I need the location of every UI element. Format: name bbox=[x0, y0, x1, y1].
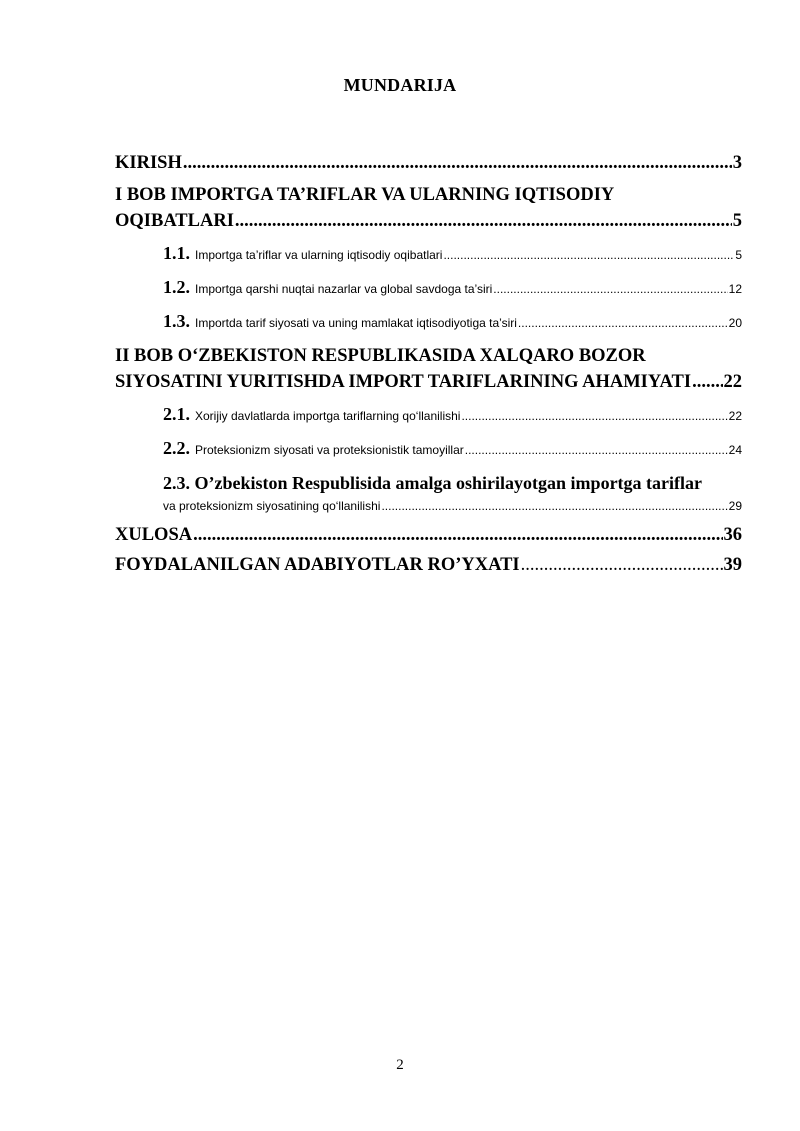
toc-page-number: 12 bbox=[728, 282, 742, 296]
section-title: Importga ta’riflar va ularning iqtisodiy oqibatlari bbox=[195, 248, 443, 262]
dot-leader bbox=[235, 208, 732, 234]
page-title: MUNDARIJA bbox=[343, 75, 457, 95]
toc-entry-label: KIRISH bbox=[115, 153, 182, 173]
toc-entry-section-2-1[interactable] bbox=[163, 398, 742, 432]
section-number: 1.1. bbox=[163, 243, 190, 263]
section-number: 2.2. bbox=[163, 438, 190, 458]
section-number: 2.1. bbox=[163, 404, 190, 424]
toc-page-number: 20 bbox=[728, 316, 742, 330]
dot-leader bbox=[183, 150, 732, 176]
toc-entry-section-1-2[interactable] bbox=[163, 271, 742, 305]
toc-page-number: 22 bbox=[728, 409, 742, 423]
chapter-title-line-1: I BOB IMPORTGA TA’RIFLAR VA ULARNING IQTISODIY bbox=[115, 185, 615, 205]
dot-leader bbox=[465, 434, 728, 466]
toc-page-number: 29 bbox=[728, 499, 742, 513]
dot-leader bbox=[443, 239, 734, 271]
toc-page-number: 5 bbox=[732, 211, 742, 231]
page-number: 2 bbox=[396, 1057, 404, 1073]
section-title: Importda tarif siyosati va uning mamlakat iqtisodiyotiga ta’siri bbox=[195, 316, 517, 330]
chapter-title-line-2: SIYOSATINI YURITISHDA IMPORT TARIFLARINING AHAMIYATI bbox=[115, 372, 692, 392]
toc-entry-kirish[interactable] bbox=[115, 150, 742, 176]
toc-entry-chapter-2[interactable] bbox=[115, 343, 742, 395]
toc-entry-section-1-3[interactable] bbox=[163, 305, 742, 339]
section-number: 1.2. bbox=[163, 277, 190, 297]
toc-entry-xulosa[interactable] bbox=[115, 522, 742, 548]
section-title: Xorijiy davlatlarda importga tariflarning qo‘llanilishi bbox=[195, 409, 461, 423]
toc-entry-chapter-1[interactable] bbox=[115, 182, 742, 234]
dot-leader bbox=[692, 369, 722, 395]
toc-page-number: 22 bbox=[723, 372, 742, 392]
section-title: Importga qarshi nuqtai nazarlar va global savdoga ta’siri bbox=[195, 282, 493, 296]
dot-leader bbox=[521, 552, 723, 578]
toc-entry-label: FOYDALANILGAN ADABIYOTLAR RO’YXATI bbox=[115, 555, 520, 575]
dot-leader bbox=[493, 273, 727, 305]
toc-entry-section-1-1[interactable] bbox=[163, 237, 742, 271]
section-title: Proteksionizm siyosati va proteksionistik tamoyillar bbox=[195, 443, 464, 457]
chapter-title-line-2: OQIBATLARI bbox=[115, 211, 234, 231]
toc-page-number: 5 bbox=[735, 248, 742, 262]
table-of-contents bbox=[115, 150, 742, 578]
toc-page-number: 24 bbox=[728, 443, 742, 457]
toc-entry-adabiyotlar[interactable] bbox=[115, 552, 742, 578]
toc-entry-label: XULOSA bbox=[115, 525, 193, 545]
chapter-title-line-1: II BOB O‘ZBEKISTON RESPUBLIKASIDA XALQARO BOZOR bbox=[115, 346, 646, 366]
section-title-line-2: va proteksionizm siyosatining qo‘llanilishi bbox=[163, 499, 381, 513]
toc-page-number: 39 bbox=[723, 555, 742, 575]
section-number: 1.3. bbox=[163, 311, 190, 331]
dot-leader bbox=[381, 496, 727, 516]
dot-leader bbox=[518, 307, 728, 339]
section-title-line-1: 2.3. O’zbekiston Respublisida amalga oshirilayotgan importga tariflar bbox=[163, 473, 703, 493]
dot-leader bbox=[461, 400, 727, 432]
toc-entry-section-2-3[interactable] bbox=[115, 470, 742, 516]
dot-leader bbox=[193, 522, 722, 548]
toc-page-number: 3 bbox=[732, 153, 742, 173]
toc-entry-section-2-2[interactable] bbox=[163, 432, 742, 466]
toc-page-number: 36 bbox=[723, 525, 742, 545]
